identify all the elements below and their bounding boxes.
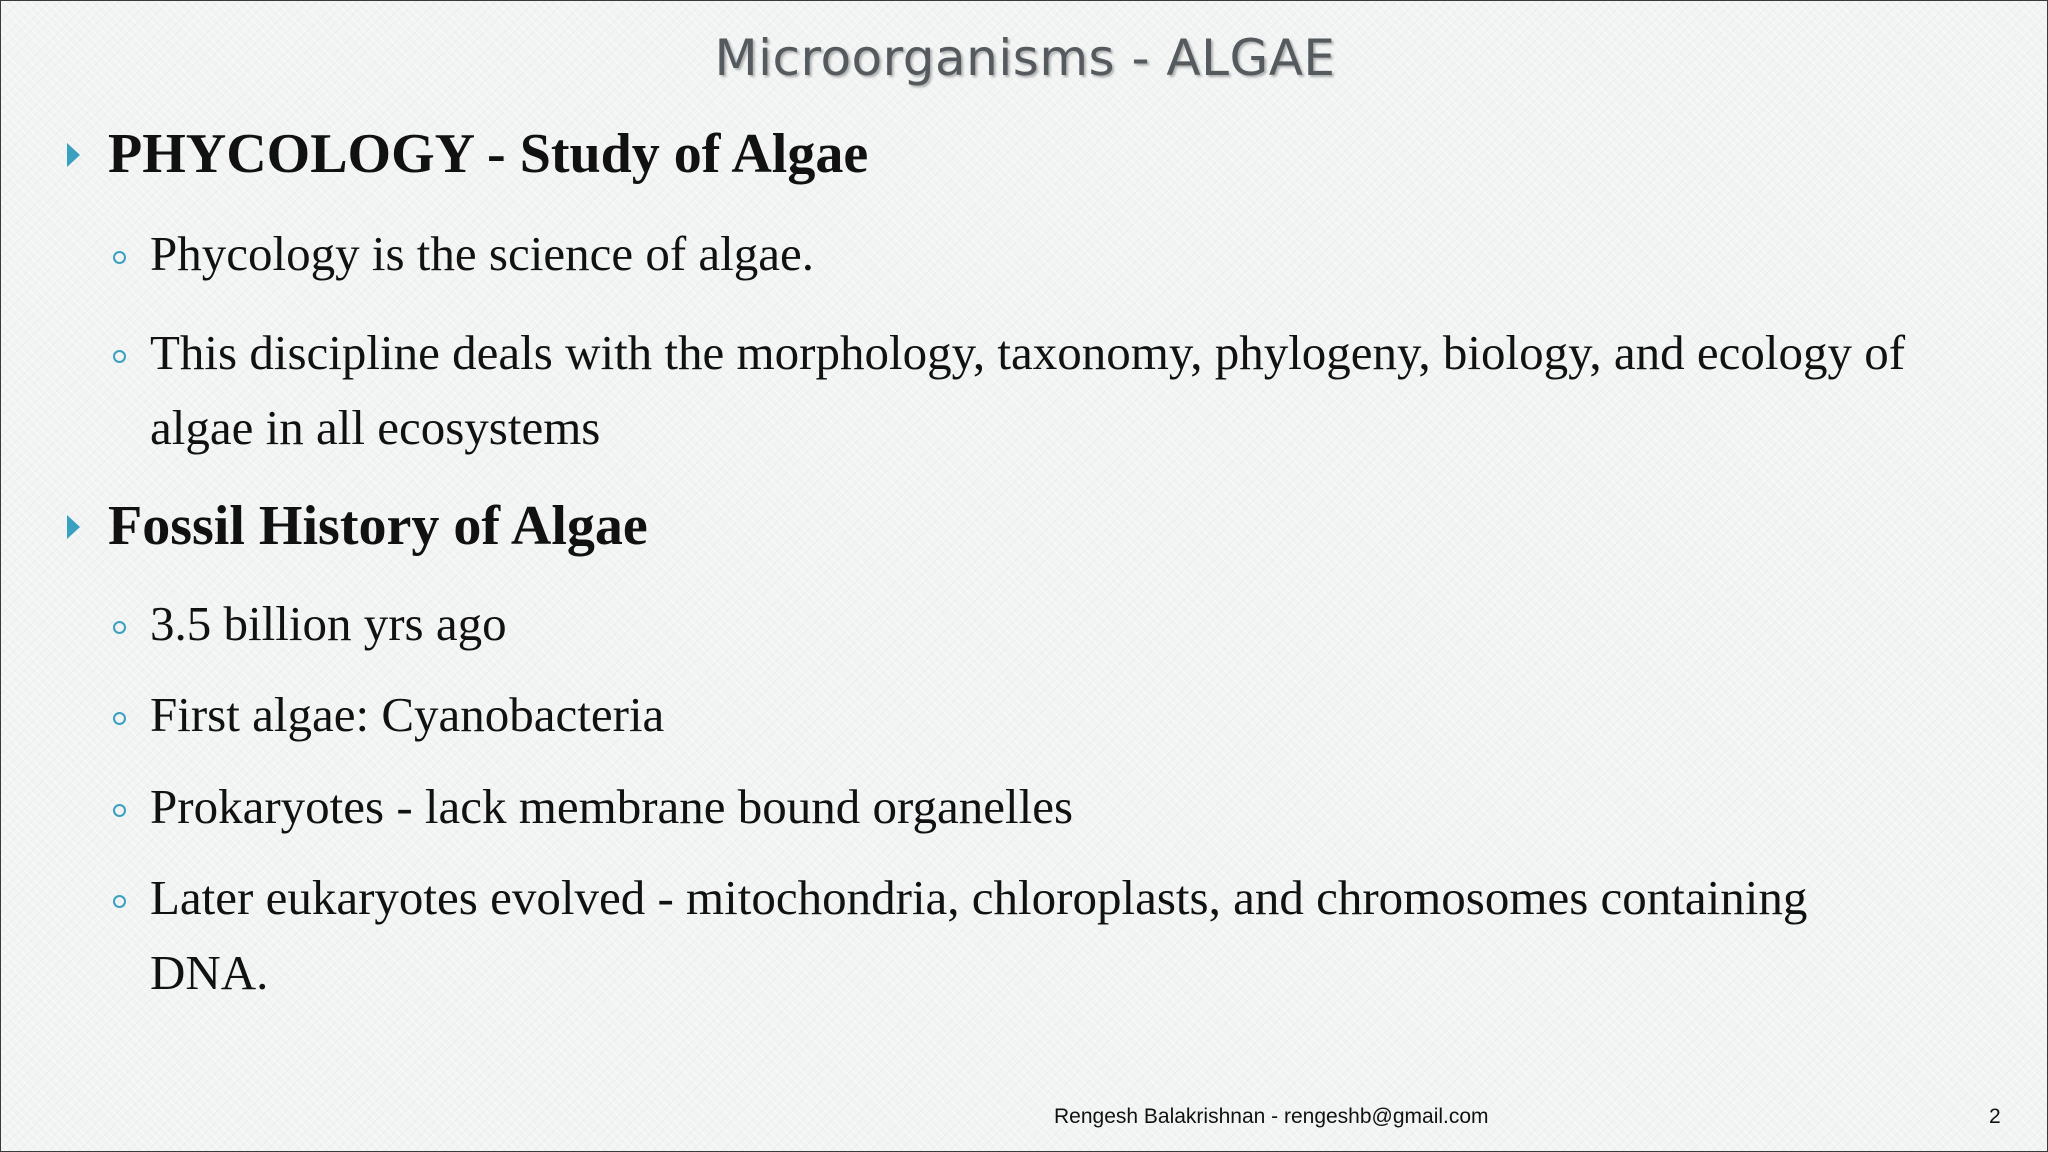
circle-bullet-icon [113,712,126,725]
list-item-text: Later eukaryotes evolved - mitochondria, chloroplasts, and chromosomes containing DNA. [150,870,1808,1000]
page-number: 2 [1989,1105,2001,1128]
section-heading-text: PHYCOLOGY - Study of Algae [108,123,869,185]
list-item-text: Prokaryotes - lack membrane bound organelles [150,779,1074,834]
triangle-bullet-icon [67,143,80,167]
slide-title: Microorganisms - ALGAE [714,29,1336,87]
section-heading-text: Fossil History of Algae [108,495,648,557]
circle-bullet-icon [113,251,126,264]
circle-bullet-icon [113,350,126,363]
list-item-text: 3.5 billion yrs ago [150,596,507,651]
circle-bullet-icon [113,895,126,908]
list-item-text: First algae: Cyanobacteria [150,687,665,742]
footer-author: Rengesh Balakrishnan - rengeshb@gmail.com [1054,1105,1489,1128]
circle-bullet-icon [113,621,126,634]
triangle-bullet-icon [67,515,80,539]
circle-bullet-icon [113,804,126,817]
list-item-text: This discipline deals with the morphology, taxonomy, phylogeny, biology, and ecology of algae in all ecosystems [150,325,1906,455]
list-item-text: Phycology is the science of algae. [150,226,815,281]
